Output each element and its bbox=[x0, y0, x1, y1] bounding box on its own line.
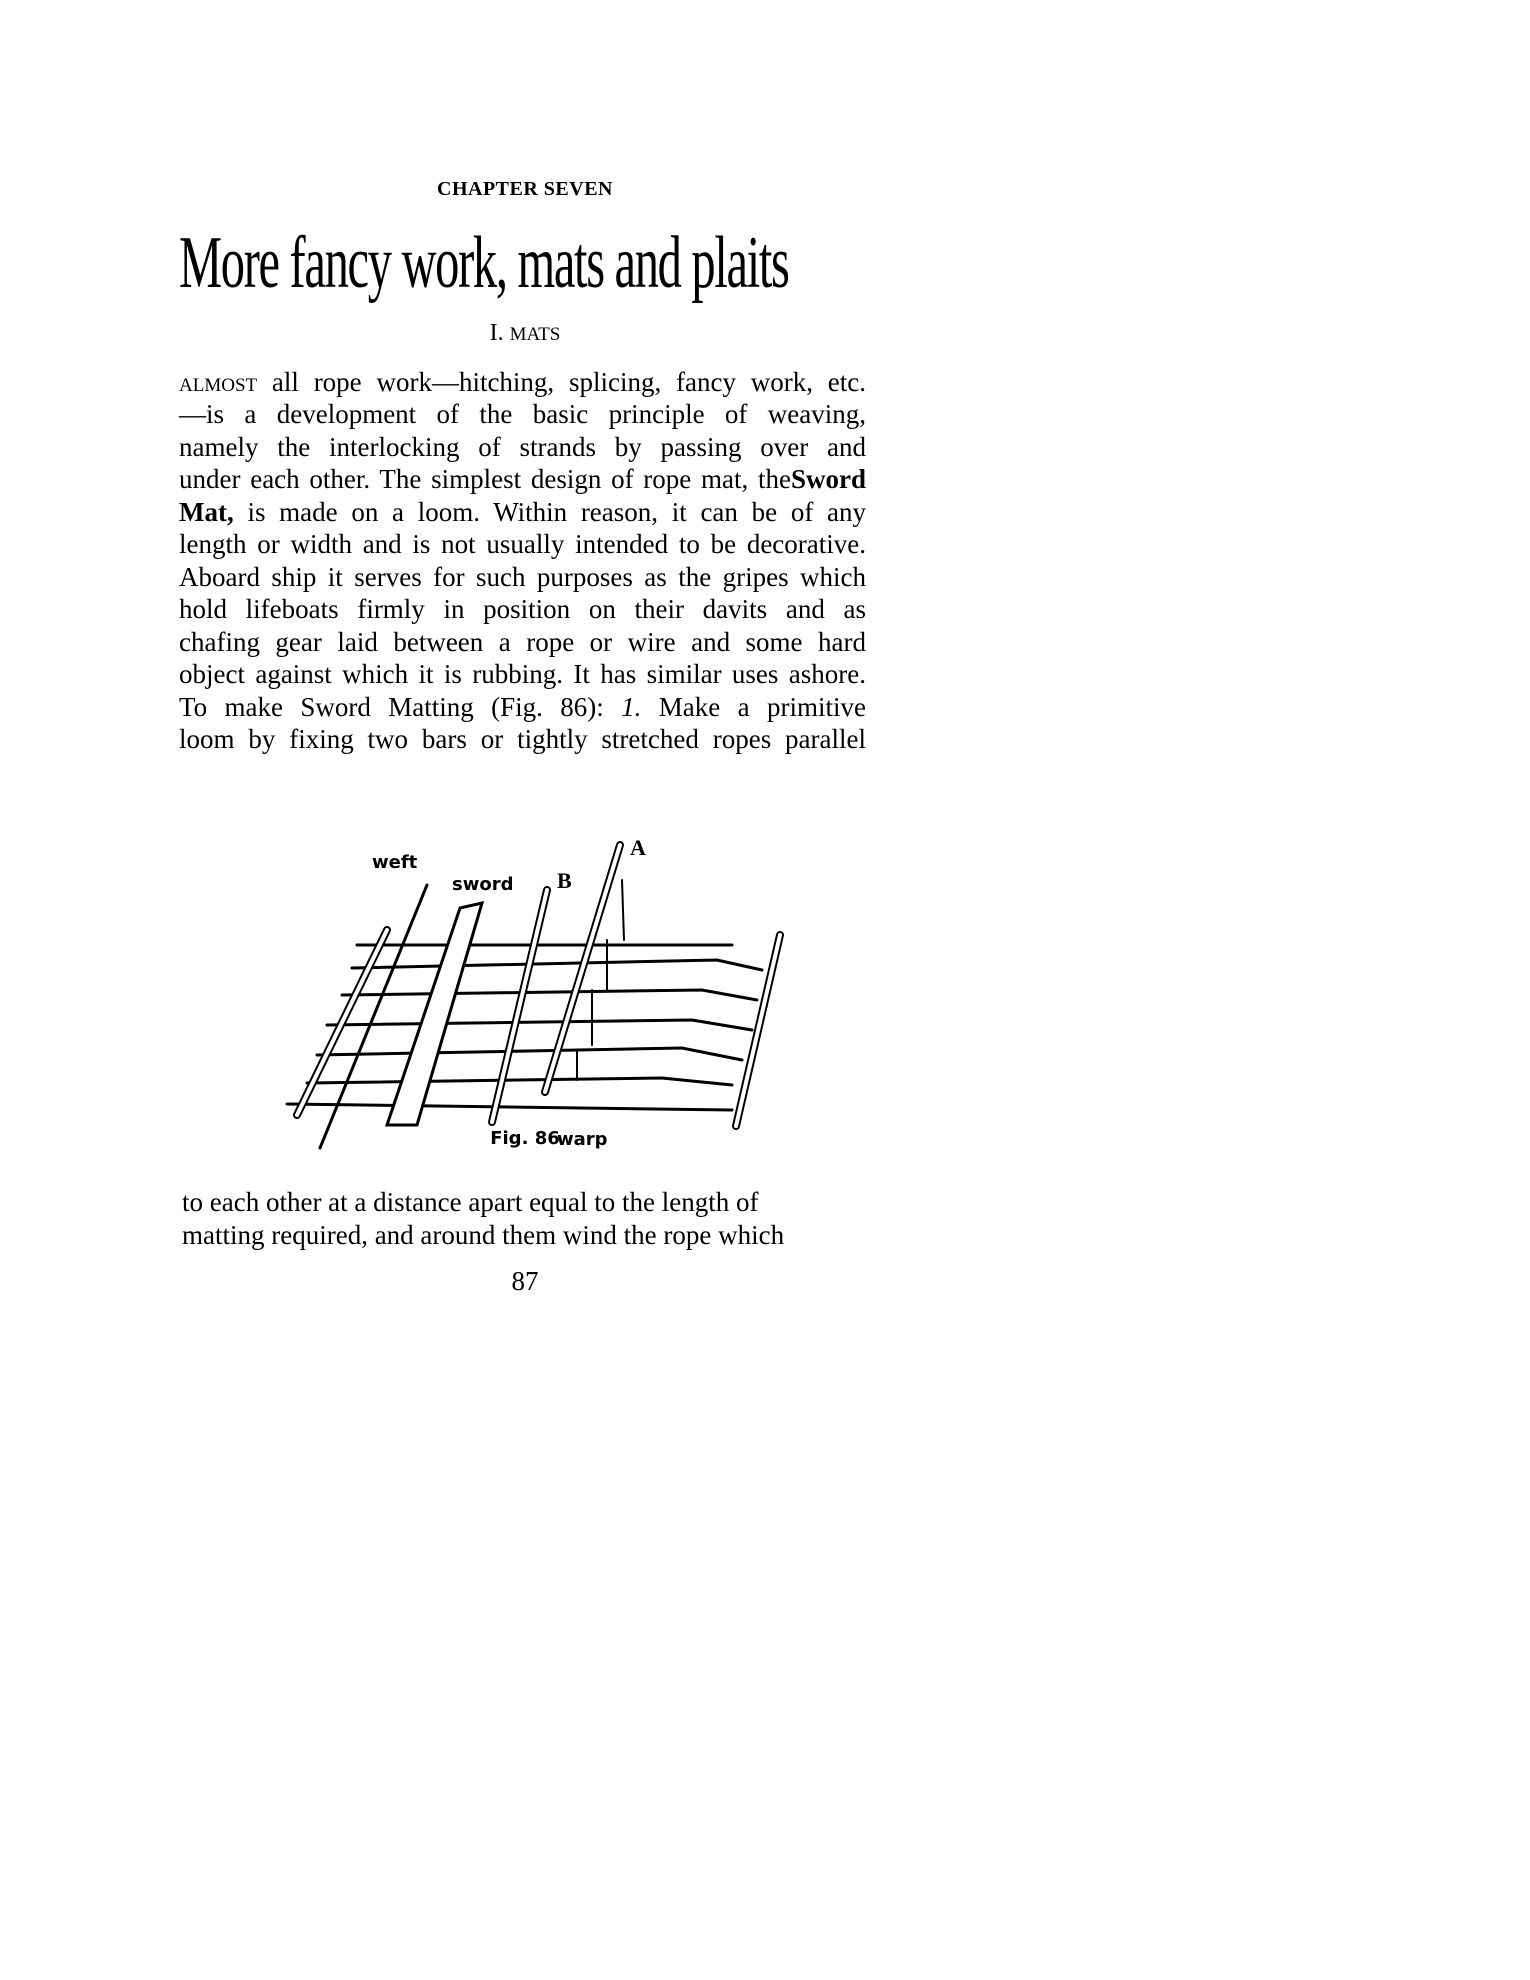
chapter-label: CHAPTER SEVEN bbox=[437, 178, 613, 200]
body-line bbox=[179, 463, 866, 495]
page-number: 87 bbox=[511, 1266, 539, 1296]
figure-86-sword-mat-loom bbox=[262, 800, 792, 1160]
section-name: MATS bbox=[509, 324, 561, 345]
line-text: is made on a loom. Within reason, it can be of any bbox=[233, 497, 866, 527]
body-line: chafing gear laid between a rope or wire and some hard bbox=[179, 627, 866, 657]
body-line: object against which it is rubbing. It has similar uses ashore. bbox=[179, 659, 866, 689]
section-numeral: I. bbox=[489, 320, 504, 346]
body-line: hold lifeboats firmly in position on their davits and as bbox=[179, 594, 866, 624]
body-line bbox=[179, 496, 866, 528]
body-line: —is a development of the basic principle of weaving, bbox=[179, 399, 866, 429]
label-a: A bbox=[630, 835, 646, 860]
label-weft: weft bbox=[372, 852, 418, 873]
figure-caption bbox=[0, 1128, 1050, 1149]
chapter-title: More fancy work, mats and plaits bbox=[179, 222, 789, 304]
body-line: length or width and is not usually intended to be decorative. bbox=[179, 529, 866, 559]
label-sword: sword bbox=[452, 874, 514, 895]
body-line: matting required, and around them wind the rope which bbox=[182, 1220, 785, 1250]
line-text: To make Sword Matting (Fig. 86): bbox=[179, 692, 622, 722]
line-text: under each other. The simplest design of rope mat, the bbox=[179, 464, 791, 494]
line-text: all rope work—hitching, splicing, fancy work, etc. bbox=[257, 367, 866, 397]
small-caps-word: ALMOST bbox=[179, 375, 258, 396]
body-line: to each other at a distance apart equal to the length of bbox=[182, 1187, 759, 1217]
label-warp: warp bbox=[557, 1129, 608, 1150]
loom-illustration bbox=[262, 800, 792, 1160]
body-line bbox=[179, 691, 866, 723]
sword bbox=[387, 903, 482, 1125]
line-text: Make a primitive bbox=[641, 692, 866, 722]
body-line: namely the interlocking of strands by passing over and bbox=[179, 432, 866, 462]
section-heading bbox=[0, 320, 1050, 347]
caption-number: 86 bbox=[534, 1128, 560, 1149]
bold-term: Sword bbox=[790, 464, 866, 494]
body-line: loom by fixing two bars or tightly stretched ropes parallel bbox=[179, 724, 866, 754]
body-line: Aboard ship it serves for such purposes as the gripes which bbox=[179, 562, 866, 592]
bold-term: Mat, bbox=[179, 497, 234, 527]
caption-prefix: Fig. bbox=[490, 1128, 529, 1149]
body-line bbox=[179, 366, 866, 402]
label-b: B bbox=[557, 868, 572, 893]
step-number: 1. bbox=[621, 692, 642, 722]
